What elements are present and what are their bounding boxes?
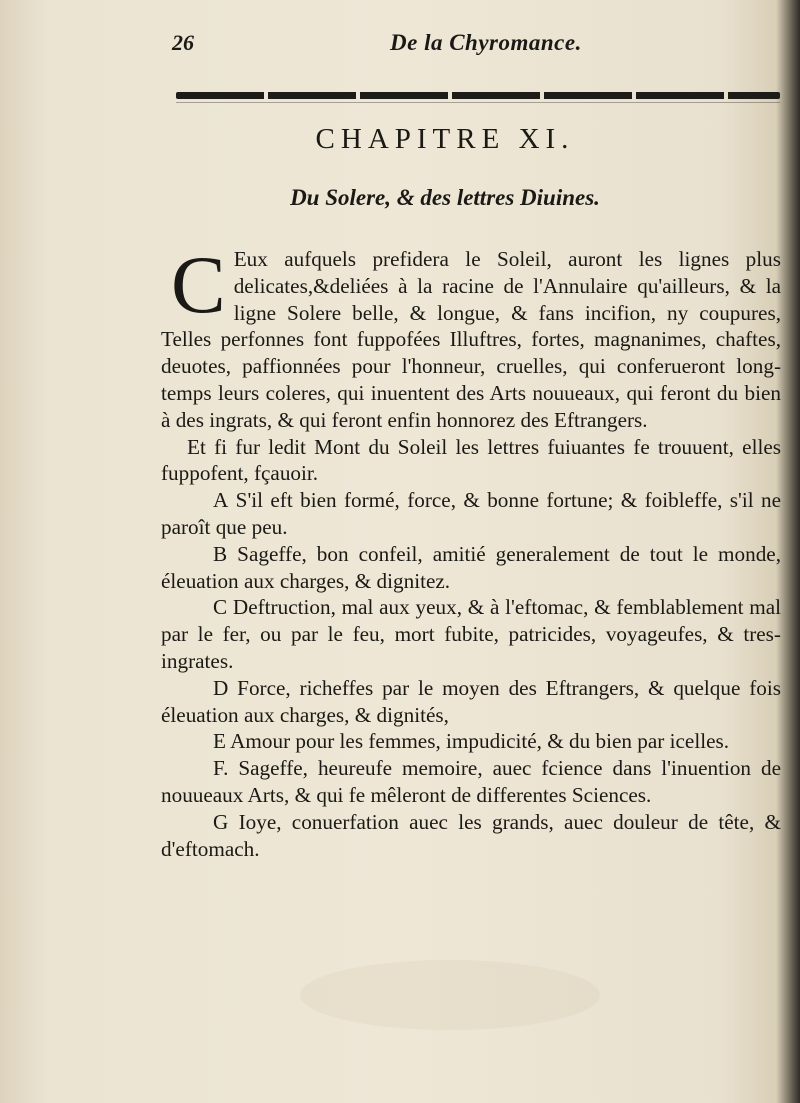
bleed-through-stain <box>300 960 600 1030</box>
chapter-subtitle: Du Solere, & des lettres Diuines. <box>290 185 600 210</box>
item-letter: A <box>213 488 229 513</box>
item-letter: D <box>213 675 229 700</box>
list-item-f <box>161 755 781 809</box>
list-item-b <box>161 541 781 595</box>
thin-rule <box>176 102 780 103</box>
item-text: S'il eft bien formé, force, & bonne fortune; & foibleffe, s'il ne paroît que peu. <box>161 488 781 539</box>
item-text: Amour pour les femmes, impudicité, & du bien par icelles. <box>230 729 730 754</box>
item-letter: F. <box>213 756 229 781</box>
second-paragraph: Et fi fur ledit Mont du Soleil les lettres fuiuantes fe trouuent, elles fuppofent, fçauoir. <box>161 434 781 486</box>
item-text: Sageffe, bon confeil, amitié generalement de tout le monde, éleuation aux charges, & dignitez. <box>161 541 781 593</box>
item-letter: G <box>213 809 229 834</box>
list-item-d <box>161 675 781 729</box>
item-letter: C <box>213 595 228 620</box>
list-item-e <box>161 728 781 755</box>
item-text: Sageffe, heureufe memoire, auec fcience dans l'inuention de nouueaux Arts, & qui fe mêleront de differentes Sciences. <box>161 756 781 807</box>
item-letter: B <box>213 541 228 566</box>
body-text <box>161 239 781 862</box>
list-item-c <box>161 594 781 674</box>
list-item-a <box>161 487 781 541</box>
running-head: De la Chyromance. <box>390 30 582 55</box>
intro-text: Eux aufquels prefidera le Soleil, auront les lignes plus delicates,&deliées à la racine de l'Annulaire qu'ailleurs, & la ligne Solere belle, & longue, & fans incifion, ny coupures, Telles perfonnes font fuppofées Illuftres, fortes, magnanimes, chaftes, deuotes, paffionnées pour l'honneur, cruelles, qui conferueront long-temps leurs coleres, qui inuentent des Arts nouueaux, qui feront du bien à des ingrats, & qui feront enfin honnorez des Eftrangers. <box>161 247 781 432</box>
intro-paragraph <box>161 239 781 434</box>
item-text: Deftruction, mal aux yeux, & à l'eftomac, & femblablement mal par le fer, ou par le feu, mort fubite, patricides, voyageufes, & tres-ingrates. <box>161 595 781 673</box>
item-text: Ioye, conuerfation auec les grands, auec douleur de tête, & d'eftomach. <box>161 809 781 861</box>
list-item-g <box>161 809 781 863</box>
page-number: 26 <box>172 30 194 55</box>
ornamental-rule <box>176 92 780 99</box>
drop-cap: C <box>171 239 226 330</box>
item-text: Force, richeffes par le moyen des Eftrangers, & quelque fois éleuation aux charges, & dignités, <box>161 675 781 727</box>
item-letter: E <box>213 729 226 754</box>
chapter-title: CHAPITRE XI. <box>315 123 575 155</box>
